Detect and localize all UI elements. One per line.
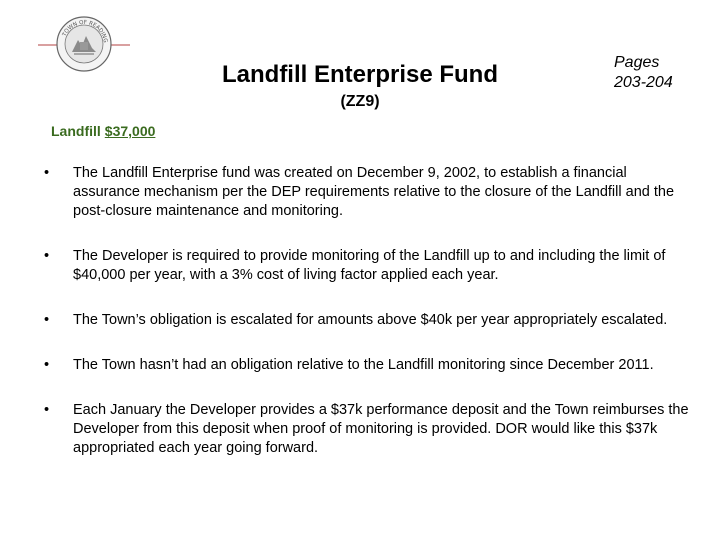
bullet-text: The Landfill Enterprise fund was created on December 9, 2002, to establish a financial assurance mechanism per the DEP requirements relative to the closure of the Landfill and the post-closure maintenance and monitoring.	[73, 165, 675, 219]
page-subtitle: (ZZ9)	[340, 93, 380, 110]
pages-label: Pages	[614, 54, 660, 71]
bullet-icon: •	[44, 165, 50, 181]
page-reference	[614, 53, 673, 93]
bullet-icon: •	[44, 357, 50, 373]
bullet-icon: •	[44, 402, 50, 418]
bullet-text: The Town hasn’t had an obligation relative to the Landfill monitoring since December 2011.	[73, 357, 654, 373]
bullet-text: The Town’s obligation is escalated for amounts above $40k per year appropriately escalated.	[73, 312, 668, 328]
fund-label: Landfill	[51, 123, 101, 139]
fund-summary	[51, 123, 155, 139]
list-item	[44, 247, 692, 285]
bullet-icon: •	[44, 312, 50, 328]
list-item	[44, 311, 692, 330]
list-item	[44, 164, 692, 221]
bullet-icon: •	[44, 248, 50, 264]
fund-amount: $37,000	[104, 123, 156, 139]
bullet-text: The Developer is required to provide monitoring of the Landfill up to and including the limit of $40,000 per year, with a 3% cost of living factor applied each year.	[73, 248, 666, 283]
page-title: Landfill Enterprise Fund	[221, 61, 498, 88]
list-item	[44, 401, 692, 458]
seal-text: TOWN OF READING	[61, 19, 109, 44]
bullet-list	[44, 164, 692, 484]
bullet-text: Each January the Developer provides a $37k performance deposit and the Town reimburses the Developer from this deposit when proof of monitoring is provided. DOR would like this $37k appropriated each year going forward.	[73, 402, 689, 456]
list-item	[44, 356, 692, 375]
pages-range: 203-204	[614, 74, 673, 91]
